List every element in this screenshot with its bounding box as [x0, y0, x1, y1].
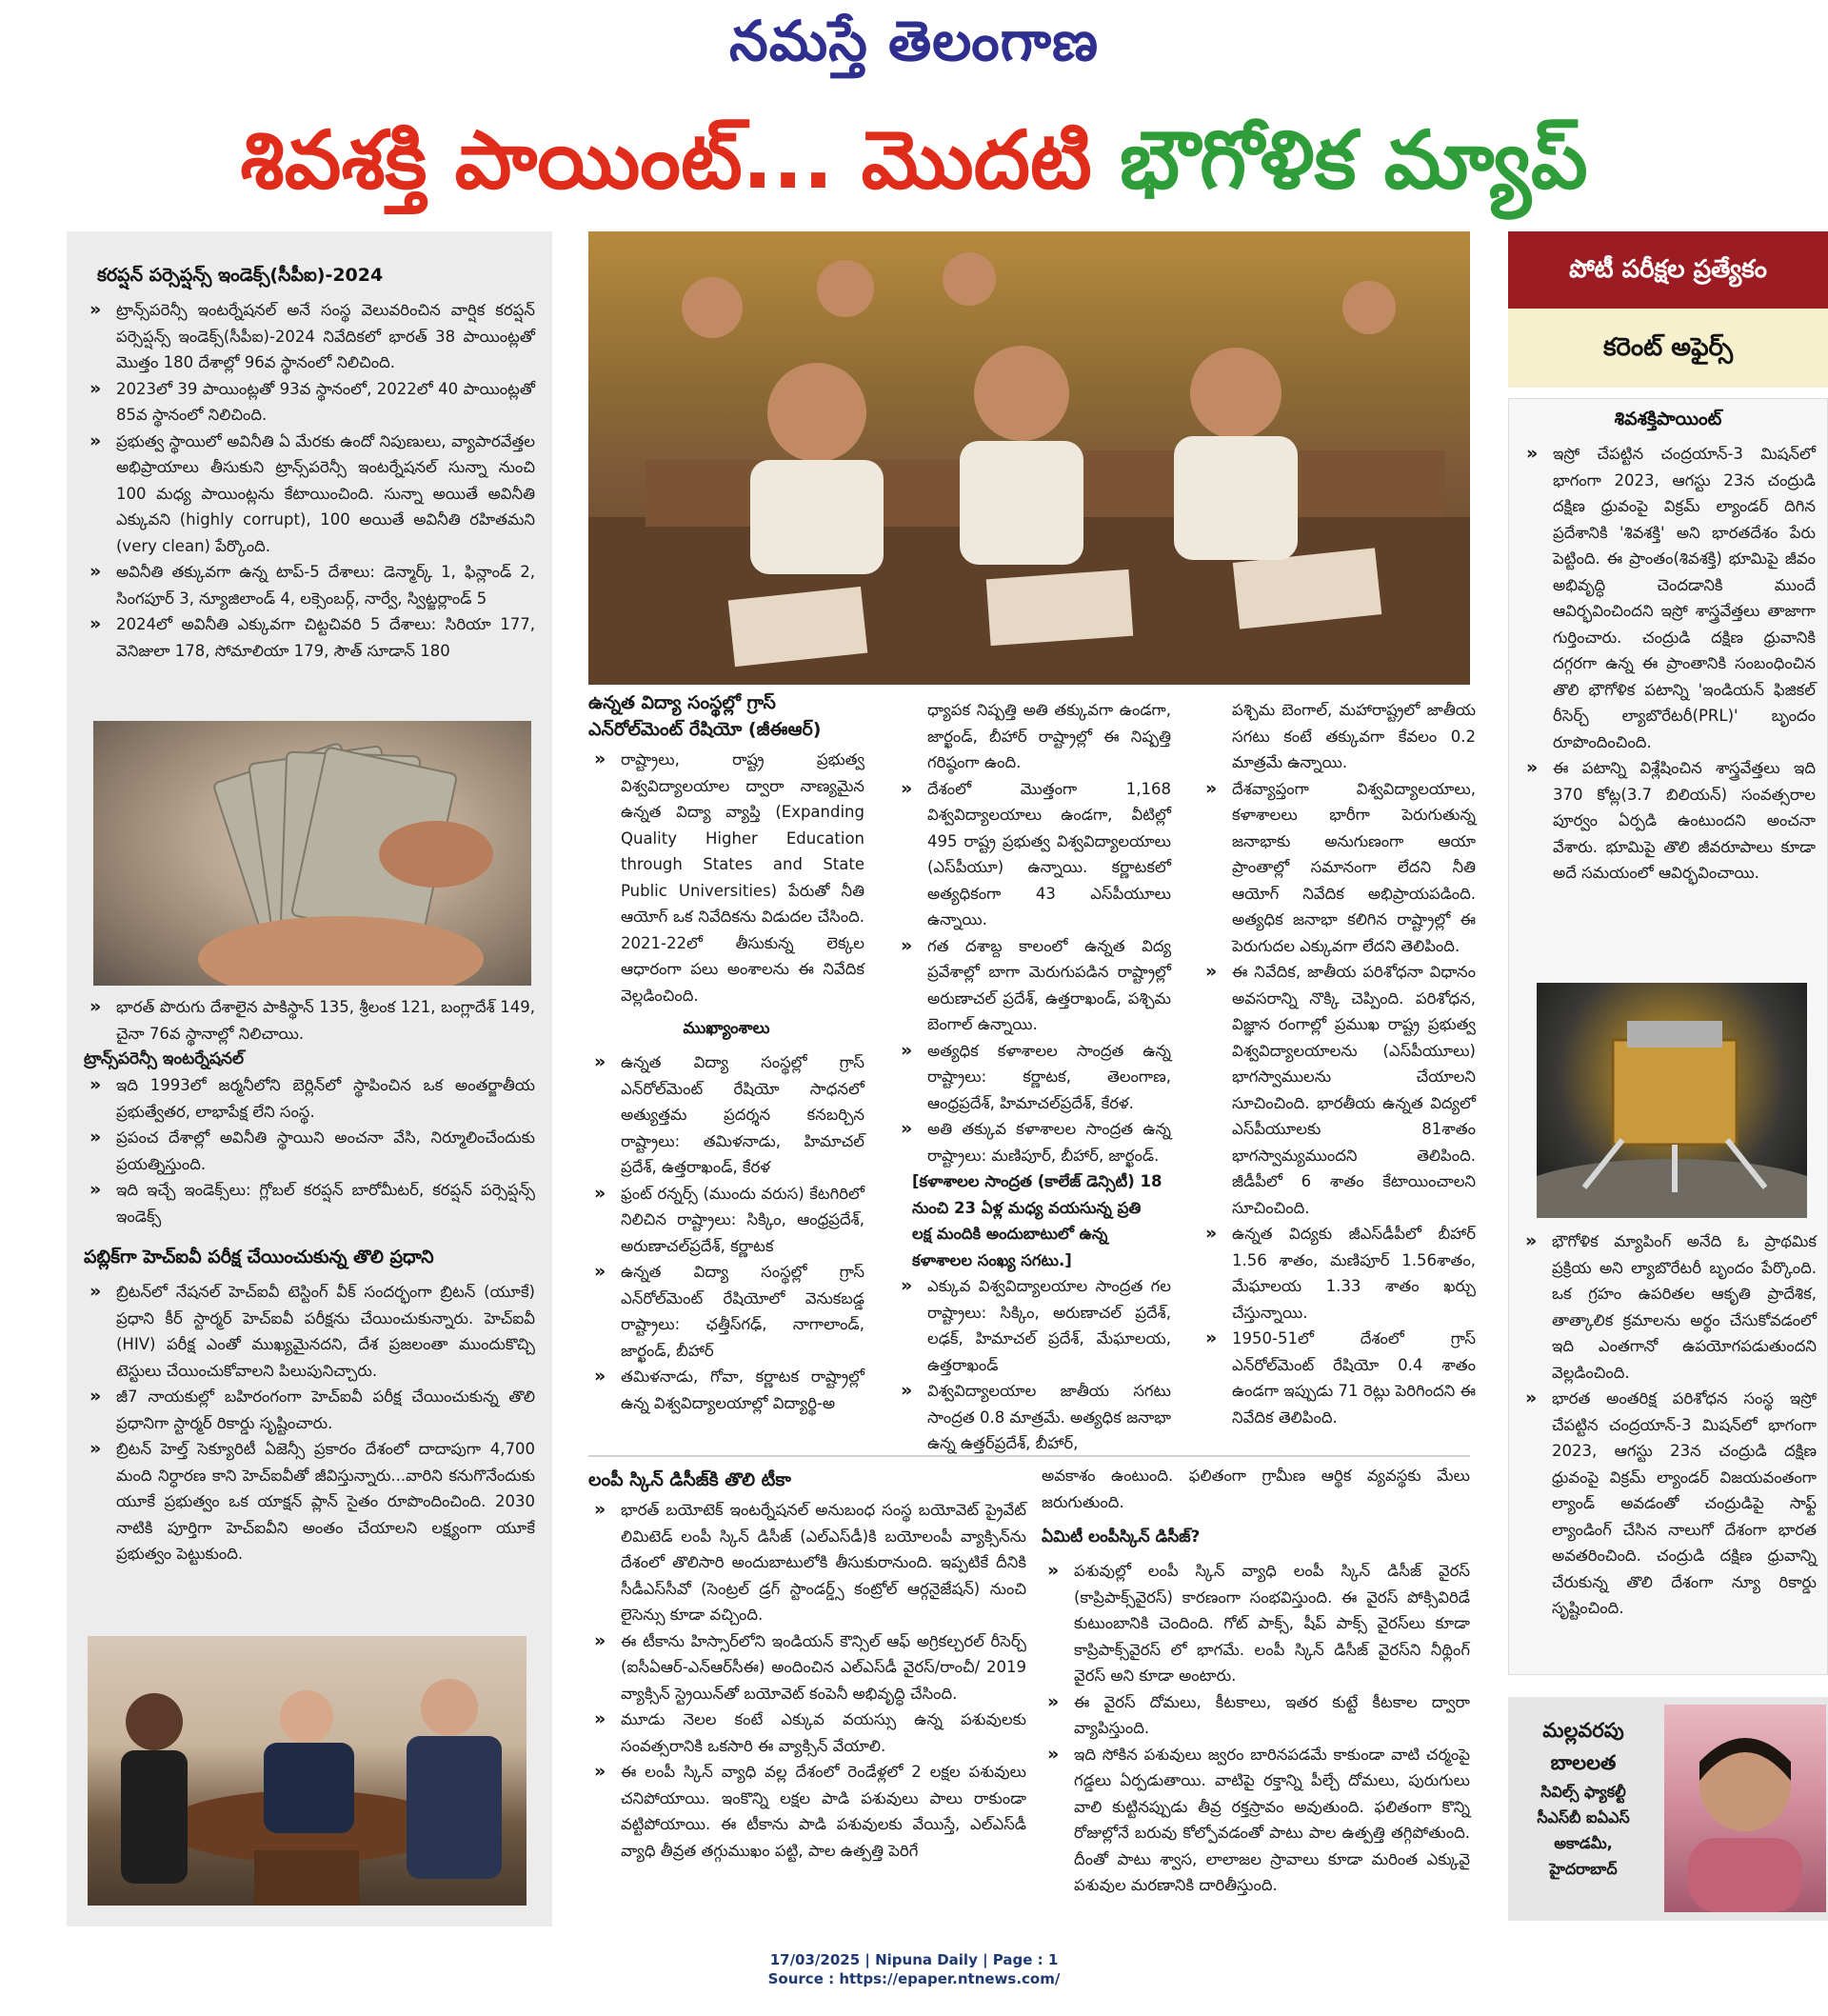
- hiv-title: పబ్లిక్‌గా హెచ్‌ఐవీ పరీక్ష చేయించుకున్న తొలి ప్రధాని: [84, 1247, 434, 1267]
- list-item: » భారత అంతరిక్ష పరిశోధన సంస్థ ఇస్రో చేపట్టిన చంద్రయాన్-3 మిషన్‌లో భాగంగా 2023, ఆగస్టు 23న చంద్రుడి దక్షిణ ధ్రువంపై విక్రమ్ ల్యాండర్ విజయవంతంగా ల్యాండ్ అవడంతో చంద్రుడిపై సాఫ్ట్ ల్యాండింగ్ చేసిన నాలుగో దేశంగా భారత అవతరించింది. చంద్రుడి దక్షిణ ధ్రువాన్ని చేరుకున్న తొలి దేశంగా న్యూ రికార్డు సృష్టించింది.: [1520, 1386, 1817, 1622]
- list-item: » జీ7 నాయకుల్లో బహిరంగంగా హెచ్‌ఐవీ పరీక్ష చేయించుకున్న తొలి ప్రధానిగా స్టార్మర్ రికార్డు సృష్టించారు.: [84, 1384, 535, 1436]
- list-item: » ఎక్కువ విశ్వవిద్యాలయాల సాంద్రత గల రాష్ట్రాలు: సిక్కిం, అరుణాచల్ ప్రదేశ్, లఢక్, హిమాచల్ ప్రదేశ్, మేఘాలయ, ఉత్తరాఖండ్: [895, 1273, 1171, 1378]
- ger-title: ఉన్నత విద్యా సంస్థల్లో గ్రాస్ ఎన్‌రోల్‌మెంట్ రేషియో (జీఈఆర్): [588, 692, 822, 740]
- cpi-title: కరప్షన్ పర్సెప్షన్స్ ఇండెక్స్(సీపీఐ)-2024: [97, 265, 384, 286]
- list-item: » తమిళనాడు, గోవా, కర్ణాటక రాష్ట్రాల్లో ఉన్న విశ్వవిద్యాలయాల్లో విద్యార్థి-అ: [588, 1364, 864, 1416]
- hiv-list: [84, 1279, 535, 1567]
- ger-list-e: [1200, 776, 1476, 1431]
- cpi-section: [67, 263, 552, 664]
- currency-notes-photo: [93, 721, 531, 986]
- hiv-test-photo: [88, 1636, 527, 1906]
- author-photo: [1664, 1705, 1826, 1912]
- neighbors-list: [84, 994, 535, 1047]
- ti-list: [84, 1072, 535, 1229]
- shivashakti-continued: [1508, 1228, 1828, 1622]
- ger-column-3: [1200, 697, 1476, 1430]
- author-role-2: సీఎస్‌బీ ఐఏఎస్: [1537, 1808, 1630, 1826]
- col3-lead: పశ్చిమ బెంగాల్, మహారాష్ట్రలో జాతీయ సగటు కంటే తక్కువగా కేవలం 0.2 మాత్రమే ఉన్నాయి.: [1232, 701, 1476, 771]
- headline-part1: శివశక్తి పాయింట్... మొదటి: [240, 113, 1092, 207]
- list-item: » ఈ లంపీ స్కిన్ వ్యాధి వల్ల దేశంలో రెండేళ్లలో 2 లక్షల పశువులు చనిపోయాయి. ఇంకొన్ని లక్షల పాడి పశువులు పాలు రాకుండా వట్టిపోయాయి. ఈ టీకాను పాడి పశువులకు వేయిస్తే, ఎల్‌ఎస్‌డీ వ్యాధి తీవ్రత తగ్గుముఖం పట్టి, పాల ఉత్పత్తి పెరిగే: [588, 1759, 1026, 1864]
- list-item: » ప్రపంచ దేశాల్లో అవినీతి స్థాయిని అంచనా వేసి, నిర్మూలించేందుకు ప్రయత్నిస్తుంది.: [84, 1125, 535, 1177]
- list-item: » ఫ్రంట్ రన్నర్స్ (ముందు వరుస) కేటగిరిలో నిలిచిన రాష్ట్రాలు: సిక్కిం, ఆంధ్రప్రదేశ్, అరుణాచల్‌ప్రదేశ్, కర్ణాటక: [588, 1181, 864, 1260]
- list-item: » అతి తక్కువ కళాశాలల సాంద్రత ఉన్న రాష్ట్రాలు: మణిపూర్, బీహార్, జార్ఖండ్.: [895, 1116, 1171, 1168]
- list-item: » ట్రాన్స్‌పరెన్సీ ఇంటర్నేషనల్ అనే సంస్థ వెలువరించిన వార్షిక కరప్షన్ పర్సెప్షన్స్ ఇండెక్స్(సీపీఐ)-2024 నివేదికలో భారత్ 38 పాయింట్లతో మొత్తం 180 దేశాల్లో 96వ స్థానంలో నిలిచింది.: [84, 297, 535, 376]
- lsd-column-1: [588, 1467, 1026, 1864]
- special-badge-title: పోటీ పరీక్షల ప్రత్యేకం: [1508, 231, 1828, 309]
- author-first-name: మల్లవరపు: [1542, 1719, 1624, 1742]
- headline-part2: భౌగోళిక మ్యాప్: [1120, 113, 1588, 207]
- footer-date-line: 17/03/2025 | Nipuna Daily | Page : 1: [769, 1951, 1059, 1968]
- lsd-subhead: ఏమిటీ లంపీస్కిన్ డిసీజ్?: [1042, 1527, 1201, 1547]
- shivashakti-list-b: [1520, 1228, 1817, 1622]
- section-divider: [588, 1455, 1470, 1457]
- masthead-logo: నమస్తే తెలంగాణ: [729, 9, 1099, 73]
- list-item: » ఈ టీకాను హిస్సార్‌లోని ఇండియన్ కౌన్సిల్ ఆఫ్ అగ్రికల్చరల్ రీసెర్చ్ (ఐసీఏఆర్-ఎన్ఆర్‌సీఈ) అందించిన ఎల్ఎస్‌డీ వైరస్/రాంచీ/ 2019 వ్యాక్సిన్ స్ట్రెయిన్‌తో బయోవెట్ కంపెనీ అభివృద్ధి చేసింది.: [588, 1628, 1026, 1707]
- list-item: » గత దశాబ్ద కాలంలో ఉన్నత విద్య ప్రవేశాల్లో బాగా మెరుగుపడిన రాష్ట్రాల్లో అరుణాచల్ ప్రదేశ్, ఉత్తరాఖండ్, పశ్చిమ బెంగాల్ ఉన్నాయి.: [895, 933, 1171, 1038]
- list-item: » పశువుల్లో లంపీ స్కిన్ వ్యాధి లంపీ స్కిన్ డిసీజ్ వైరస్ (కాప్రిపాక్స్‌వైరస్) కారణంగా సంభవిస్తుంది. ఈ వైరస్ పోక్సివిరిడే కుటుంబానికి చెందింది. గోట్ పాక్స్, షీప్ పాక్స్ వైరస్‌లు కూడా కాప్రిపాక్స్‌వైరస్ లో భాగమే. లంపీ స్కిన్ డిసీజ్ వైరస్‌ని నీథ్లింగ్ వైరస్ అని కూడా అంటారు.: [1042, 1558, 1470, 1689]
- ger-column-2: [895, 697, 1171, 1457]
- list-item: » ఇస్రో చేపట్టిన చంద్రయాన్-3 మిషన్‌లో భాగంగా 2023, ఆగస్టు 23న చంద్రుడి దక్షిణ ధ్రువంపై విక్రమ్ ల్యాండర్ దిగిన ప్రదేశానికి 'శివశక్తి' అని భారతదేశం పేరు పెట్టింది. ఈ ప్రాంతం(శివశక్తి) భూమిపై జీవం అభివృద్ధి చెందడానికి ముందే ఆవిర్భవించిందని ఇస్రో శాస్త్రవేత్తలు తాజాగా గుర్తించారు. చంద్రుడి దక్షిణ ధ్రువానికి దగ్గరగా ఉన్న ఈ ప్రాంతానికి సంబంధించిన తొలి భౌగోళిక పటాన్ని 'ఇండియన్ ఫిజికల్ రీసెర్చ్ ల్యాబొరేటరీ(PRL)' బృందం రూపొందించింది.: [1520, 441, 1816, 755]
- list-item: » అత్యధిక కళాశాలల సాంద్రత ఉన్న రాష్ట్రాలు: కర్ణాటక, తెలంగాణ, ఆంధ్రప్రదేశ్, హిమాచల్‌ప్రదేశ్, కేరళ.: [895, 1038, 1171, 1117]
- ger-list-b: [588, 1049, 864, 1416]
- classroom-photo: [588, 231, 1470, 685]
- shivashakti-list-a: [1520, 441, 1816, 887]
- current-affairs-label: కరెంట్ అఫైర్స్: [1508, 309, 1828, 388]
- shivashakti-title: శివశక్తిపాయింట్: [1614, 409, 1722, 429]
- lsd-list-a: [588, 1497, 1026, 1864]
- list-item: » ప్రభుత్వ స్థాయిలో అవినీతి ఏ మేరకు ఉందో నిపుణులు, వ్యాపారవేత్తల అభిప్రాయాలు తీసుకుని ట్రాన్స్‌పరెన్సీ ఇంటర్నేషనల్ సున్నా నుంచి 100 మధ్య పాయింట్లను కేటాయించింది. సున్నా అయితే అవినీతి ఎక్కువని (highly corrupt), 100 అయితే అవినీతి రహితమని (very clean) పేర్కొంది.: [84, 429, 535, 560]
- list-item: » అవినీతి తక్కువగా ఉన్న టాప్-5 దేశాలు: డెన్మార్క్ 1, ఫిన్లాండ్ 2, సింగపూర్ 3, న్యూజిలాండ్ 4, లక్సెంబర్గ్, నార్వే, స్విట్జర్లాండ్ 5: [84, 559, 535, 611]
- list-item: » మూడు నెలల కంటే ఎక్కువ వయస్సు ఉన్న పశువులకు సంవత్సరానికి ఒకసారి ఈ వ్యాక్సిన్ వేయాలి.: [588, 1707, 1026, 1759]
- list-item: » భౌగోళిక మ్యాపింగ్ అనేది ఓ ప్రాథమిక ప్రక్రియ అని ల్యాబొరేటరీ బృందం పేర్కొంది. ఒక గ్రహం ఉపరితల ఆకృతి ప్రాదేశిక, తాత్కాలిక క్రమాలను అర్థం చేసుకోవడంలో ఇది ఎంతగానో ఉపయోగపడుతుందని వెల్లడించింది.: [1520, 1228, 1817, 1386]
- lsd-column-2: [1042, 1463, 1470, 1899]
- list-item: » ఈ నివేదిక, జాతీయ పరిశోధనా విధానం అవసరాన్ని నొక్కి చెప్పింది. పరిశోధన, విజ్ఞాన రంగాల్లో ప్రముఖ రాష్ట్ర ప్రభుత్వ విశ్వవిద్యాలయాలను (ఎస్‌పీయూలు) భాగస్వాములను చేయాలని సూచించింది. భారతీయ ఉన్నత విద్యలో ఎస్‌పీయూలకు 81శాతం భాగస్వామ్యముందని తెలిపింది. జీడీపీలో 6 శాతం కేటాయించాలని సూచించింది.: [1200, 959, 1476, 1221]
- author-city: హైదరాబాద్: [1549, 1860, 1618, 1878]
- author-last-name: బాలలత: [1550, 1751, 1617, 1774]
- footer-source-line: Source : https://epaper.ntnews.com/: [767, 1970, 1061, 1987]
- list-item: » ఇది సోకిన పశువులు జ్వరం బారినపడమే కాకుండా వాటి చర్మంపై గడ్డలు ఏర్పడుతాయి. వాటిపై రక్తాన్ని పీల్చే దోమలు, పురుగులు వాలి కుట్టినప్పుడు తీవ్ర రక్తస్రావం అవుతుంది. ఫలితంగా కొన్ని రోజుల్లోనే బరువు కోల్పోవడంతో పాటు పాల ఉత్పత్తి తగ్గిపోతుంది. దీంతో పాటు శ్వాస, లాలాజల స్రావాలు కూడా మరింత ఎక్కువై పశువుల మరణానికి దారితీస్తుంది.: [1042, 1742, 1470, 1899]
- list-item: » భారత్ పొరుగు దేశాలైన పాకిస్థాన్ 135, శ్రీలంక 121, బంగ్లాదేశ్ 149, చైనా 76వ స్థానాల్లో నిలిచాయి.: [84, 994, 535, 1047]
- highlights-label: ముఖ్యాంశాలు: [683, 1019, 770, 1038]
- ger-list-a: [588, 747, 864, 1008]
- list-item: » రాష్ట్రాలు, రాష్ట్ర ప్రభుత్వ విశ్వవిద్యాలయాల ద్వారా నాణ్యమైన ఉన్నత విద్యా వ్యాప్తి (Expanding Quality Higher Education through States and State Public Universities) పేరుతో నీతి ఆయోగ్ ఒక నివేదికను విడుదల చేసింది. 2021-22లో తీసుకున్న లెక్కల ఆధారంగా పలు అంశాలను ఈ నివేదిక వెల్లడించింది.: [588, 747, 864, 1008]
- list-item: » ఈ పటాన్ని విశ్లేషించిన శాస్త్రవేత్తలు ఇది 370 కోట్ల(3.7 బిలియన్) సంవత్సరాల పూర్వం ఏర్పడి ఉంటుందని అంచనా వేశారు. భూమిపై తొలి జీవరూపాలు కూడా అదే సమయంలో ఆవిర్భవించాయి.: [1520, 755, 1816, 887]
- list-item: » భారత్ బయోటెక్ ఇంటర్నేషనల్ అనుబంధ సంస్థ బయోవెట్ ప్రైవేట్ లిమిటెడ్ లంపీ స్కిన్ డిసీజ్ (ఎల్‌ఎస్‌డీ)కి బయోలంపీ వ్యాక్సిన్‌ను దేశంలో తొలిసారి అందుబాటులోకి తీసుకురానుంది. ఇప్పటికే దీనికి సీడీఎస్‌సీవో (సెంట్రల్ డ్రగ్ స్టాండర్డ్స్ కంట్రోల్ ఆర్గనైజేషన్) నుంచి లైసెన్సు కూడా వచ్చింది.: [588, 1497, 1026, 1628]
- author-role-3: అకాడమీ,: [1554, 1834, 1613, 1852]
- author-role-1: సివిల్స్ ఫ్యాకల్టీ: [1540, 1783, 1626, 1801]
- list-item: » ఇది ఇచ్చే ఇండెక్స్‌లు: గ్లోబల్ కరప్షన్ బారోమీటర్, కరప్షన్ పర్సెప్షన్స్ ఇండెక్స్: [84, 1177, 535, 1229]
- page-footer: [0, 1950, 1828, 1988]
- list-item: » విశ్వవిద్యాలయాల జాతీయ సగటు సాంద్రత 0.8 మాత్రమే. అత్యధిక జనాభా ఉన్న ఉత్తర్‌ప్రదేశ్, బీహార్,: [895, 1378, 1171, 1457]
- ti-subhead: ట్రాన్స్‌పరెన్సీ ఇంటర్నేషనల్: [84, 1049, 244, 1068]
- list-item: » దేశంలో మొత్తంగా 1,168 విశ్వవిద్యాలయాలు ఉండగా, వీటిల్లో 495 రాష్ట్ర ప్రభుత్వ విశ్వవిద్యాలయాలు (ఎస్‌పీయూ) ఉన్నాయి. కర్ణాటకలో అత్యధికంగా 43 ఎస్‌పీయూలు ఉన్నాయి.: [895, 776, 1171, 933]
- list-item: » ఉన్నత విద్యా సంస్థల్లో గ్రాస్ ఎన్‌రోల్‌మెంట్ రేషియోలో వెనుకబడ్డ రాష్ట్రాలు: ఛత్తీస్‌గఢ్, నాగాలాండ్, జార్ఖండ్, బీహార్: [588, 1259, 864, 1364]
- list-item: » ఇది 1993లో జర్మనీలోని బెర్లిన్‌లో స్థాపించిన ఒక అంతర్జాతీయ ప్రభుత్వేతర, లాభాపేక్ష లేని సంస్థ.: [84, 1072, 535, 1125]
- list-item: » 2023లో 39 పాయింట్లతో 93వ స్థానంలో, 2022లో 40 పాయింట్లతో 85వ స్థానంలో నిలిచింది.: [84, 376, 535, 429]
- page-headline: [0, 93, 1828, 227]
- lsd-title: లంపీ స్కిన్ డిసీజ్‌కి తొలి టీకా: [588, 1469, 791, 1490]
- ger-list-d: [895, 1273, 1171, 1457]
- list-item: » బ్రిటన్‌లో నేషనల్ హెచ్‌ఐవీ టెస్టింగ్ వీక్ సందర్భంగా బ్రిటన్ (యూకే) ప్రధాని కీర్ స్టార్మర్ హెచ్‌ఐవీ పరీక్షను చేయించుకున్నారు. హెచ్‌ఐవీ (HIV) పరీక్ష ఎంతో ముఖ్యమైనదని, దేశ ప్రజలంతా ముందుకొచ్చి టెస్టులు చేయించుకోవాలని పిలుపునిచ్చారు.: [84, 1279, 535, 1384]
- list-item: » బ్రిటన్ హెల్త్ సెక్యూరిటీ ఏజెన్సీ ప్రకారం దేశంలో దాదాపుగా 4,700 మంది నిర్ధారణ కాని హెచ్‌ఐవీతో జీవిస్తున్నారు...వారిని కనుగొనేందుకు యూకే ప్రభుత్వం ఒక యాక్షన్ ప్లాన్ సైతం రూపొందించింది. 2030 నాటికి పూర్తిగా హెచ్‌ఐవీని అంతం చేయాలని లక్ష్యంగా యూకే ప్రభుత్వం పెట్టుకుంది.: [84, 1436, 535, 1567]
- ger-column-1: [588, 689, 864, 1416]
- author-info: [1512, 1714, 1655, 1882]
- list-item: » ఉన్నత విద్యా సంస్థల్లో గ్రాస్ ఎన్‌రోల్‌మెంట్ రేషియో సాధనలో అత్యుత్తమ ప్రదర్శన కనబర్చిన రాష్ట్రాలు: తమిళనాడు, హిమాచల్ ప్రదేశ్, ఉత్తరాఖండ్, కేరళ: [588, 1049, 864, 1181]
- ger-list-c: [895, 776, 1171, 1169]
- college-density-note: [కళాశాలల సాంద్రత (కాలేజ్ డెన్సిటీ) 18 నుంచి 23 ఏళ్ల మధ్య వయసున్న ప్రతి లక్ష మందికి అందుబాటులో ఉన్న కళాశాలల సంఖ్య సగటు.]: [912, 1172, 1162, 1269]
- lsd-list-b: [1042, 1558, 1470, 1899]
- list-item: » దేశవ్యాప్తంగా విశ్వవిద్యాలయాలు, కళాశాలలు భారీగా పెరుగుతున్న జనాభాకు అనుగుణంగా ఆయా ప్రాంతాల్లో సమానంగా లేదని నీతి ఆయోగ్ నివేదిక అభిప్రాయపడింది. అత్యధిక జనాభా కలిగిన రాష్ట్రాల్లో ఈ పెరుగుదల ఎక్కువగా లేదని తెలిపింది.: [1200, 776, 1476, 960]
- list-item: » ఉన్నత విద్యకు జీఎస్‌డీపీలో బీహార్ 1.56 శాతం, మణిపూర్ 1.56శాతం, మేఘాలయ 1.33 శాతం ఖర్చు చేస్తున్నాయి.: [1200, 1221, 1476, 1326]
- list-item: » 2024లో అవినీతి ఎక్కువగా చిట్టచివరి 5 దేశాలు: సిరియా 177, వెనిజులా 178, సోమాలియా 179, సౌత్ సూడాన్ 180: [84, 611, 535, 664]
- vikram-lander-photo: [1537, 983, 1807, 1218]
- list-item: » 1950-51లో దేశంలో గ్రాస్ ఎన్‌రోల్‌మెంట్ రేషియో 0.4 శాతం ఉండగా ఇప్పుడు 71 రెట్లు పెరిగిందని ఈ నివేదిక తెలిపింది.: [1200, 1326, 1476, 1430]
- col2-lead: ధ్యాపక నిష్పత్తి అతి తక్కువగా ఉండగా, జార్ఖండ్, బీహార్ రాష్ట్రాల్లో ఈ నిష్పత్తి గరిష్ఠంగా ఉంది.: [927, 701, 1171, 771]
- ti-section: [67, 994, 552, 1567]
- cpi-list: [84, 297, 535, 664]
- lsd-cont: అవకాశం ఉంటుంది. ఫలితంగా గ్రామీణ ఆర్థిక వ్యవస్థకు మేలు జరుగుతుంది.: [1042, 1467, 1470, 1511]
- list-item: » ఈ వైరస్ దోమలు, కీటకాలు, ఇతర కుట్టే కీటకాల ద్వారా వ్యాపిస్తుంది.: [1042, 1689, 1470, 1742]
